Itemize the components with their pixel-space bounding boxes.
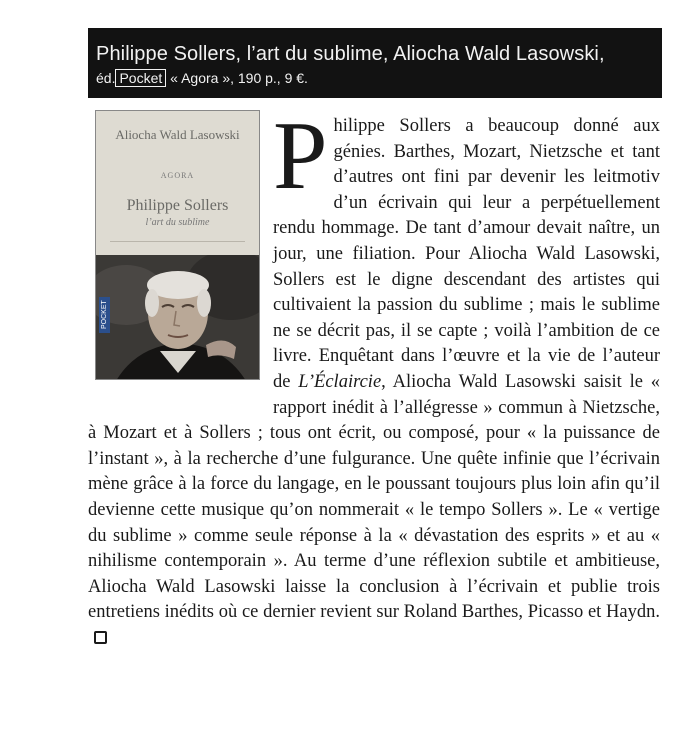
review-header [88,28,662,98]
book-title-reference: L’Éclaircie [298,371,382,392]
article-text-part-2: , Aliocha Wald Lasowski saisit le « rapport inédit à l’allégresse » commun à Nietzsche, à Mozart et à Sollers ; tous ont écrit, ou composé, pour « la puissance de l’instant », à la recherche d’une fulgurance. Une quête infinie que l’écrivain mène grâce à la force du langage, en le poussant toujours plus loin afin qu’il devienne cette musique qu’on nommerait « le tempo Sollers ». Le « vertige du sublime » comme seule réponse à la « dévastation des esprits » et au « nihilisme contemporain ». Au terme d’une réflexion subtile et ambitieuse, Aliocha Wald Lasowski laisse la conclusion à l’écrivain et publie trois entretiens inédits où ce dernier revient sur Roland Barthes, Picasso et Haydn. [88,371,660,623]
article-text-part-1: hilippe Sollers a beaucoup donné aux génies. Barthes, Mozart, Nietzsche et tant d’autres ont fini par devenir les leitmotiv d’un écrivain qui leur a perpétuellement rendu hommage. De tant d’amour devait naître, un jour, une filiation. Pour Aliocha Wald Lasowski, Sollers est le digne descendant des artistes qui cultivaient la passion du sublime ; mais le sublime ne se décrit pas, il se capte ; voilà l’ambition de ce livre. Enquêtant dans l’œuvre et la vie de l’auteur de [273,116,660,392]
publication-info [96,68,656,88]
end-of-article-icon [94,631,107,644]
publication-details: « Agora », 190 p., 9 €. [166,70,308,86]
cover-collection: AGORA [160,171,195,180]
cover-title: Philippe Sollers [126,197,229,214]
cover-subtitle: l’art du sublime [145,217,210,228]
cover-wrap-space [88,114,273,396]
publisher-prefix: éd. [96,70,116,86]
review-article [88,102,660,651]
drop-cap: P [273,102,328,210]
publisher-badge: Pocket [115,69,166,87]
book-title-line: Philippe Sollers, l’art du sublime, Aliocha Wald Lasowski, [96,43,605,65]
cover-author: Aliocha Wald Lasowski [115,127,240,142]
cover-publisher-logo: POCKET [99,297,110,333]
